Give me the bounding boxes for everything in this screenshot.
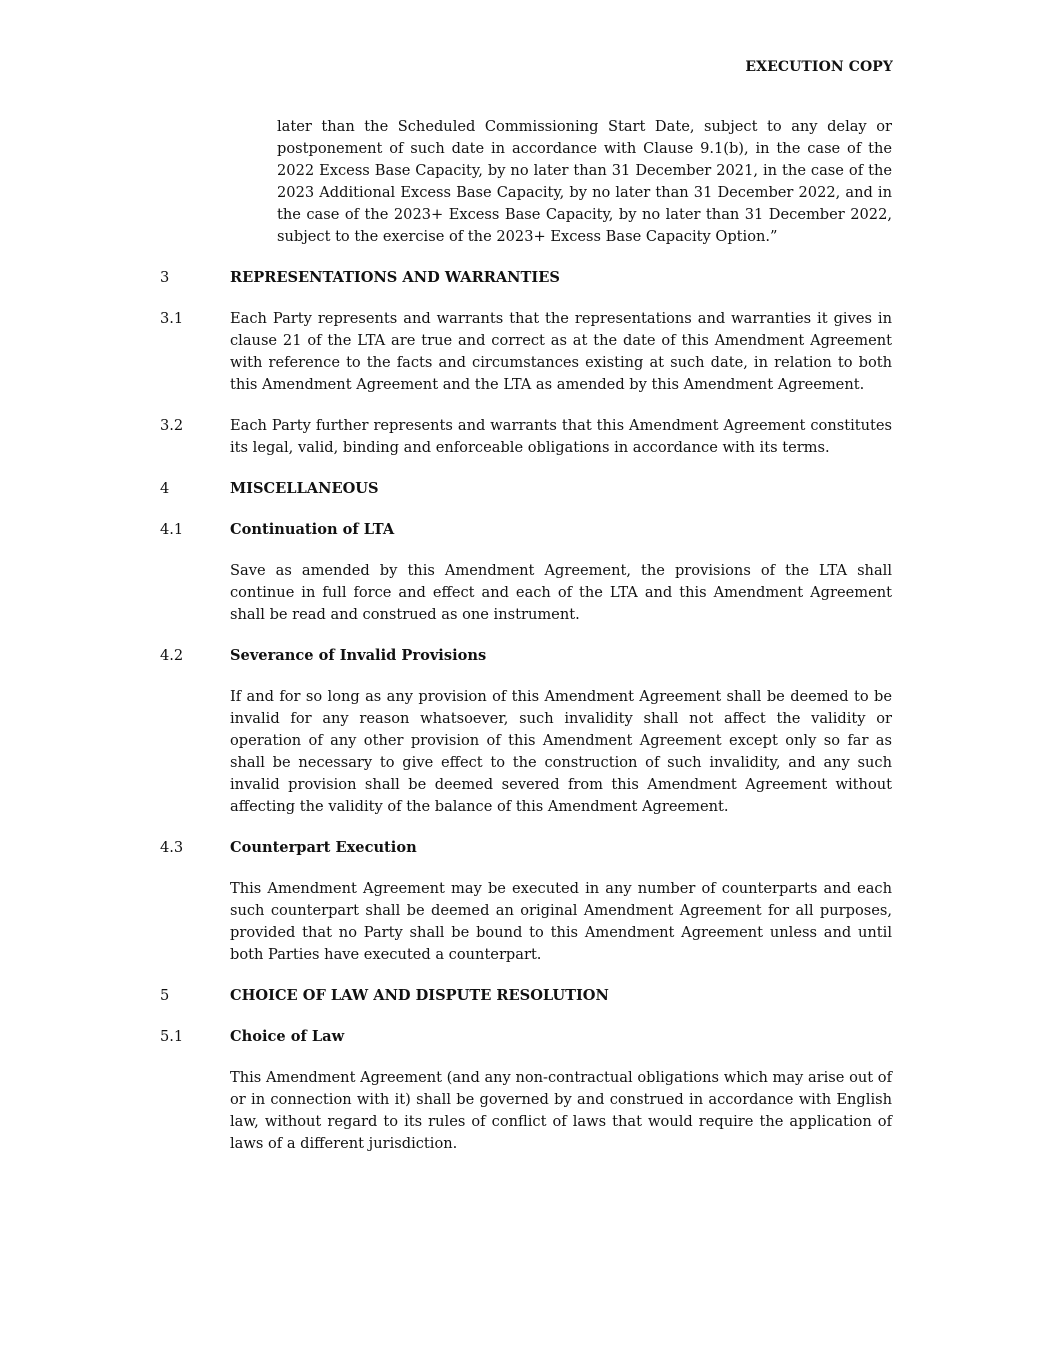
clause-5-1-text: This Amendment Agreement (and any non-contractual obligations which may arise out of or in connection with it) shall be governed by and construed in accordance with English law, without regard to its rules of conflict of laws that would require the application of laws of a different jurisdiction.: [230, 1069, 892, 1152]
clause-text: Each Party further represents and warrants that this Amendment Agreement constitutes its legal, valid, binding and enforceable obligations in accordance with its terms.: [230, 417, 892, 456]
clause-4-3-heading: [160, 837, 892, 859]
clause-3-1: [160, 308, 892, 396]
clause-4-2-text: If and for so long as any provision of this Amendment Agreement shall be deemed to be invalid for any reason whatsoever, such invalidity shall not affect the validity or operation of any other provision of this Amendment Agreement except only so far as shall be necessary to give effect to the construction of such invalidity, and any such invalid provision shall be deemed severed from this Amendment Agreement without affecting the validity of the balance of this Amendment Agreement.: [230, 688, 892, 815]
section-3-heading: [160, 267, 892, 289]
section-title: REPRESENTATIONS AND WARRANTIES: [230, 269, 560, 286]
clause-title: Counterpart Execution: [230, 839, 417, 856]
clause-number: 4.2: [160, 647, 184, 664]
clause-number: 4.3: [160, 839, 184, 856]
clause-4-1-heading: [160, 519, 892, 541]
clause-number: 5.1: [160, 1028, 184, 1045]
clause-4-2-heading: [160, 645, 892, 667]
clause-5-1-heading: [160, 1026, 892, 1048]
clause-text: Each Party represents and warrants that the representations and warranties it gives in clause 21 of the LTA are true and correct as at the date of this Amendment Agreement with reference to the facts and circumstances existing at such date, in relation to both this Amendment Agreement and the LTA as amended by this Amendment Agreement.: [230, 310, 892, 393]
section-number: 4: [160, 480, 170, 497]
clause-number: 3.2: [160, 417, 184, 434]
section-number: 3: [160, 269, 170, 286]
clause-title: Choice of Law: [230, 1028, 345, 1045]
section-5-heading: [160, 985, 892, 1007]
section-title: MISCELLANEOUS: [230, 480, 379, 497]
clause-number: 3.1: [160, 310, 184, 327]
section-number: 5: [160, 987, 170, 1004]
clause-3-2: [160, 415, 892, 459]
page-header-label: EXECUTION COPY: [745, 59, 893, 75]
document-body: [160, 116, 892, 1174]
section-title: CHOICE OF LAW AND DISPUTE RESOLUTION: [230, 987, 609, 1004]
quoted-clause-continuation: later than the Scheduled Commissioning Start Date, subject to any delay or postponement of such date in accordance with Clause 9.1(b), in the case of the 2022 Excess Base Capacity, by no later than 31 December 2021, in the case of the 2023 Additional Excess Base Capacity, by no later than 31 December 2022, and in the case of the 2023+ Excess Base Capacity, by no later than 31 December 2022, subject to the exercise of the 2023+ Excess Base Capacity Option.”: [277, 118, 892, 245]
clause-4-3-text: This Amendment Agreement may be executed in any number of counterparts and each such counterpart shall be deemed an original Amendment Agreement for all purposes, provided that no Party shall be bound to this Amendment Agreement unless and until both Parties have executed a counterpart.: [230, 880, 892, 963]
clause-4-1-text: Save as amended by this Amendment Agreement, the provisions of the LTA shall continue in full force and effect and each of the LTA and this Amendment Agreement shall be read and construed as one instrument.: [230, 562, 892, 623]
clause-title: Severance of Invalid Provisions: [230, 647, 487, 664]
section-4-heading: [160, 478, 892, 500]
clause-title: Continuation of LTA: [230, 521, 395, 538]
clause-number: 4.1: [160, 521, 184, 538]
